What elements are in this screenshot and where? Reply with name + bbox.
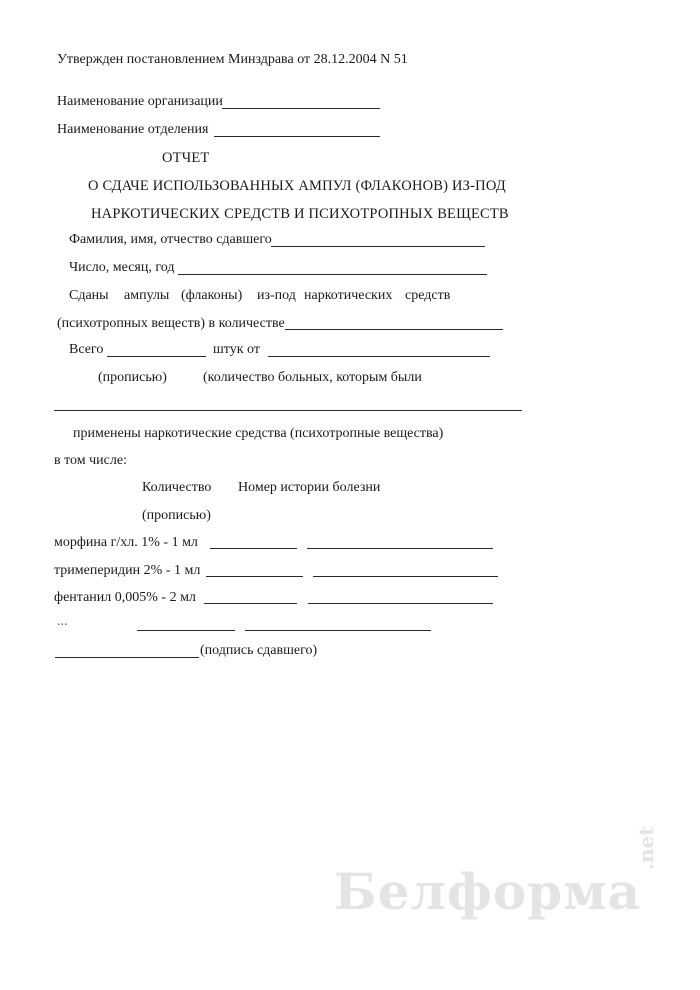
col-quantity-header: Количество (142, 480, 212, 495)
including-label: в том числе: (54, 453, 127, 468)
row-morphine-quantity-line[interactable] (210, 548, 297, 549)
row-more-quantity-line[interactable] (137, 630, 235, 631)
in-words-hint: (прописью) (98, 370, 167, 385)
dept-name-line[interactable] (214, 136, 380, 137)
row-fentanyl-label: фентанил 0,005% - 2 мл (54, 590, 196, 605)
watermark-logo: Белформа (334, 862, 642, 921)
row-trimeperidine-history-line[interactable] (313, 576, 498, 577)
report-title-line3: НАРКОТИЧЕСКИХ СРЕДСТВ И ПСИХОТРОПНЫХ ВЕЩЕСТВ (91, 206, 509, 222)
col-history-header: Номер истории болезни (238, 480, 381, 495)
handed-word-2: ампулы (124, 288, 170, 303)
total-label: Всего (69, 342, 104, 357)
row-trimeperidine-quantity-line[interactable] (206, 576, 303, 577)
org-name-line[interactable] (222, 108, 380, 109)
pieces-from-label: штук от (213, 342, 260, 357)
quantity-line[interactable] (285, 329, 503, 330)
fio-label: Фамилия, имя, отчество сдавшего (69, 232, 272, 247)
watermark-logo-suffix: .net (634, 826, 658, 870)
fio-line[interactable] (271, 246, 485, 247)
patients-note: (количество больных, которым были (203, 370, 422, 385)
approval-header: Утвержден постановлением Минздрава от 28.12.2004 N 51 (57, 52, 408, 67)
row-fentanyl-quantity-line[interactable] (204, 603, 297, 604)
patients-full-line[interactable] (54, 410, 522, 411)
total-count-line[interactable] (107, 356, 206, 357)
row-more-history-line[interactable] (245, 630, 431, 631)
col-quantity-subheader: (прописью) (142, 508, 211, 523)
row-more-ellipsis: ... (57, 614, 68, 629)
dept-label: Наименование отделения (57, 122, 209, 137)
handed-line2: (психотропных веществ) в количестве (57, 316, 285, 331)
row-morphine-label: морфина г/хл. 1% - 1 мл (54, 535, 198, 550)
signature-line[interactable] (55, 657, 199, 658)
row-fentanyl-history-line[interactable] (308, 603, 493, 604)
date-line[interactable] (178, 274, 487, 275)
handed-word-5: наркотических (304, 288, 393, 303)
org-label: Наименование организации (57, 94, 223, 109)
row-morphine-history-line[interactable] (307, 548, 493, 549)
handed-word-1: Сданы (69, 288, 109, 303)
report-title-line2: О СДАЧЕ ИСПОЛЬЗОВАННЫХ АМПУЛ (ФЛАКОНОВ) ИЗ-ПОД (88, 178, 506, 194)
date-label: Число, месяц, год (69, 260, 175, 275)
patients-count-line[interactable] (268, 356, 490, 357)
signature-label: (подпись сдавшего) (200, 643, 318, 658)
handed-word-4: из-под (257, 288, 296, 303)
row-trimeperidine-label: тримеперидин 2% - 1 мл (54, 563, 201, 578)
handed-word-3: (флаконы) (181, 288, 243, 303)
applied-text: применены наркотические средства (психотропные вещества) (73, 426, 444, 441)
handed-word-6: средств (405, 288, 451, 303)
report-title: ОТЧЕТ (162, 150, 210, 166)
